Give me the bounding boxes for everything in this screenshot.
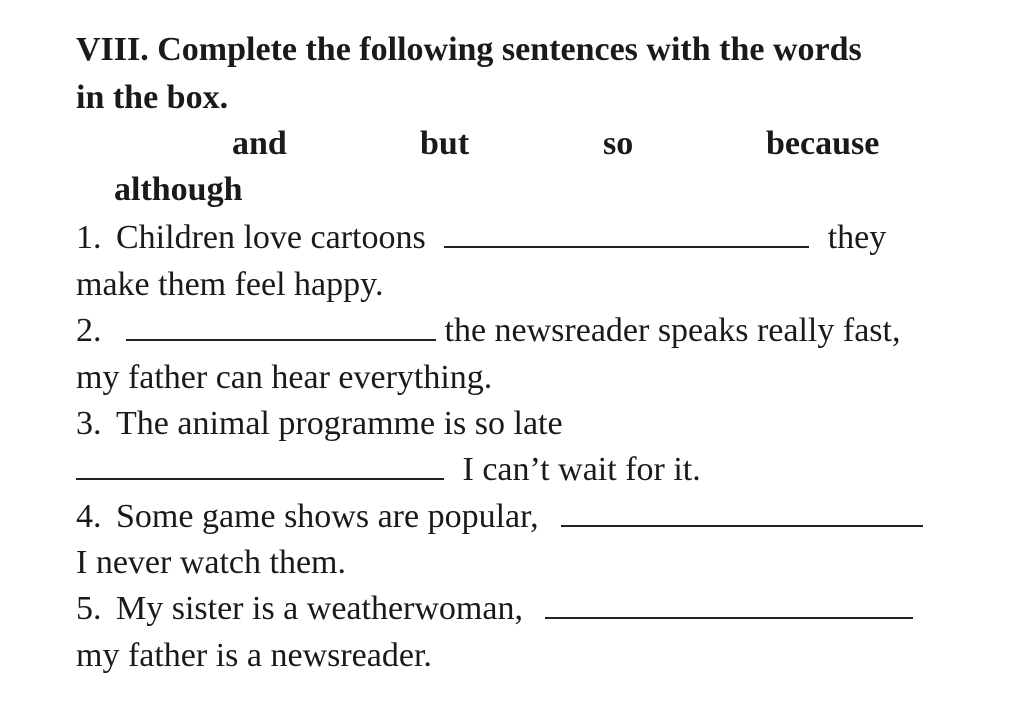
item-text-before: Children love cartoons <box>116 219 426 256</box>
exercise-title-line-1: VIII. Complete the following sentences with the words <box>76 31 862 68</box>
item-number: 3. <box>76 405 102 442</box>
exercise-title-line-2: in the box. <box>76 79 229 116</box>
word-box-word-because: because <box>766 125 880 162</box>
item-2-line-2: my father can hear everything. <box>76 359 493 396</box>
item-text-before: The animal programme is so late <box>116 405 563 442</box>
item-number: 1. <box>76 219 102 256</box>
item-number: 2. <box>76 312 102 349</box>
word-box-word-although: although <box>114 171 243 208</box>
answer-blank-5[interactable] <box>545 591 913 619</box>
word-box-word-so: so <box>603 125 634 162</box>
answer-blank-3[interactable] <box>76 452 444 480</box>
item-text-after: they <box>827 219 887 256</box>
item-5-line-1 <box>76 589 913 629</box>
item-1-line-1 <box>76 218 886 258</box>
item-number: 4. <box>76 498 102 535</box>
answer-blank-2[interactable] <box>126 313 436 341</box>
word-box-word-and: and <box>232 125 287 162</box>
item-4-line-1 <box>76 497 923 537</box>
item-text-after: the newsreader speaks really fast, <box>444 312 901 349</box>
item-3-line-2 <box>76 450 701 490</box>
item-2-line-1 <box>76 311 900 351</box>
item-4-line-2: I never watch them. <box>76 544 346 581</box>
item-number: 5. <box>76 590 102 627</box>
word-box-word-but: but <box>420 125 470 162</box>
item-text-before: My sister is a weatherwoman, <box>116 590 523 627</box>
item-1-line-2: make them feel happy. <box>76 266 384 303</box>
item-3-line-1 <box>76 404 563 444</box>
item-5-line-2: my father is a newsreader. <box>76 637 432 674</box>
answer-blank-4[interactable] <box>561 499 923 527</box>
item-text-after: I can’t wait for it. <box>462 451 701 488</box>
answer-blank-1[interactable] <box>444 220 809 248</box>
item-text-before: Some game shows are popular, <box>116 498 539 535</box>
